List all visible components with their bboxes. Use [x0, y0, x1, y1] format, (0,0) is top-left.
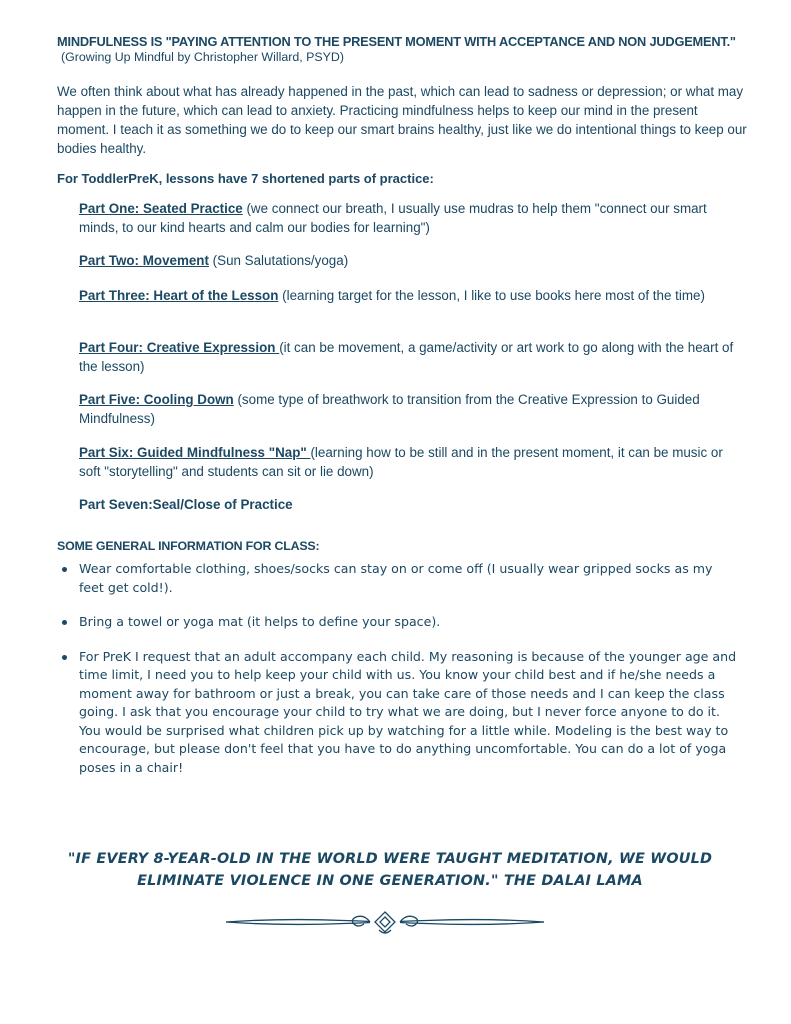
lessons-heading: For ToddlerPreK, lessons have 7 shortened parts of practice: [57, 171, 434, 186]
part-description: (learning how to be still and in the present moment, it can be music or soft "storytelling" and students can sit or lie down) [79, 445, 723, 479]
ornamental-divider-icon [224, 908, 546, 938]
part-two [79, 251, 744, 270]
part-title: Part One: Seated Practice [79, 201, 243, 216]
part-description: (some type of breathwork to transition from the Creative Expression to Guided Mindfulness) [79, 392, 700, 426]
part-five [79, 390, 744, 428]
intro-paragraph: We often think about what has already happened in the past, which can lead to sadness or depression; or what may happen in the future, which can lead to anxiety. Practicing mindfulness helps to keep our mind in the present moment. I teach it as something we do to keep our smart brains healthy, just like we do intentional things to keep our bodies healthy. [57, 84, 747, 156]
part-title: Part Two: Movement [79, 253, 209, 268]
list-item [60, 560, 740, 597]
list-item-text: For PreK I request that an adult accompany each child. My reasoning is because of the younger age and time limit, I need you to help keep your child with us. You know your child best and if he/she needs a moment away for bathroom or just a break, you can take care of those needs and I can keep the class going. I ask that you encourage your child to try what we are doing, but I never force anyone to do it. You would be surprised what children pick up by watching for a little while. Modeling is the best way to encourage, but please don't feel that you have to do anything uncomfortable. You can do a lot of yoga poses in a chair! [79, 648, 737, 775]
part-title: Part Five: Cooling Down [79, 392, 234, 407]
part-description: (we connect our breath, I usually use mudras to help them "connect our smart minds, to our kind hearts and calm our bodies for learning") [79, 201, 707, 235]
part-title: Part Four: Creative Expression [79, 340, 280, 355]
headline: MINDFULNESS IS "PAYING ATTENTION TO THE PRESENT MOMENT WITH ACCEPTANCE AND NON JUDGEMENT." [57, 34, 736, 49]
part-description: (Sun Salutations/yoga) [208, 253, 349, 268]
dalai-lama-quote: "IF EVERY 8-YEAR-OLD IN THE WORLD WERE TAUGHT MEDITATION, WE WOULD ELIMINATE VIOLENCE IN ONE GENERATION." THE DALAI LAMA [67, 851, 713, 889]
part-one [79, 199, 744, 237]
part-title: Part Six: Guided Mindfulness "Nap" [79, 445, 311, 460]
part-four [79, 338, 744, 376]
part-title: Part Three: Heart of the Lesson [79, 288, 279, 303]
part-seven [79, 495, 744, 514]
list-item-text: Bring a towel or yoga mat (it helps to define your space). [79, 614, 441, 629]
part-description: (it can be movement, a game/activity or art work to go along with the heart of the lesson) [79, 340, 734, 374]
part-three [79, 286, 744, 305]
part-title: Part Seven:Seal/Close of Practice [79, 497, 293, 512]
general-info-list [60, 560, 740, 777]
part-six [79, 443, 744, 481]
list-item [60, 613, 740, 632]
citation: (Growing Up Mindful by Christopher Willard, PSYD) [61, 50, 345, 64]
part-description: (learning target for the lesson, I like to use books here most of the time) [278, 288, 705, 303]
general-info-heading: SOME GENERAL INFORMATION FOR CLASS: [57, 539, 320, 553]
list-item [60, 648, 740, 778]
list-item-text: Wear comfortable clothing, shoes/socks can stay on or come off (I usually wear gripped socks as my feet get cold!). [79, 561, 713, 595]
